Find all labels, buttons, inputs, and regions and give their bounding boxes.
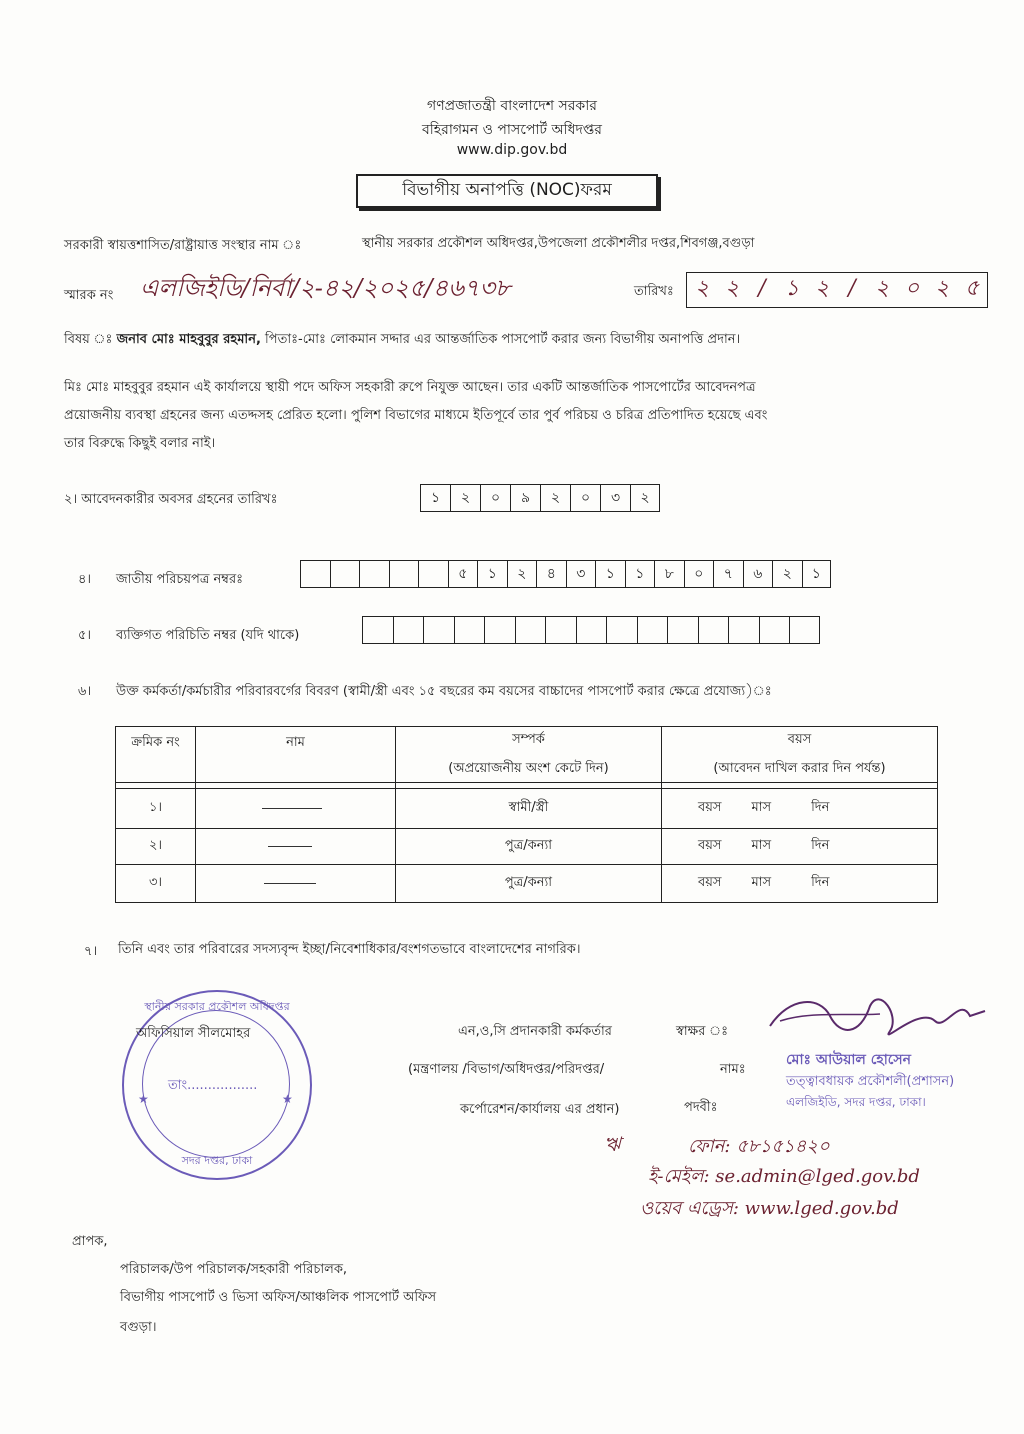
stamp-name: মোঃ আউয়াল হোসেন xyxy=(786,1052,912,1068)
row-relation: পুত্র/কন্যা xyxy=(396,865,662,903)
signature-label: স্বাক্ষর ঃ xyxy=(676,1024,729,1039)
recipient-label: প্রাপক, xyxy=(72,1234,108,1249)
seal-date-line: তাং................. xyxy=(168,1078,258,1093)
age-month: মাস xyxy=(751,875,772,890)
star-icon: ★ xyxy=(282,1092,293,1106)
row-serial: ২। xyxy=(116,829,196,865)
date-digit: ১ xyxy=(784,276,800,301)
age-day: দিন xyxy=(811,800,830,815)
digit-box xyxy=(637,616,668,644)
nid-number: ৪। xyxy=(78,572,92,587)
phone: ফোন: ৫৮১৫১৪২০ xyxy=(688,1136,830,1157)
age-year: বয়স xyxy=(698,875,722,890)
digit-box xyxy=(667,616,698,644)
subject-name: জনাব মোঃ মাহবুবুর রহমান, xyxy=(116,332,261,347)
retirement-label: ২। আবেদনকারীর অবসর গ্রহনের তারিখঃ xyxy=(64,492,278,507)
form-title: বিভাগীয় অনাপত্তি (NOC)ফরম xyxy=(356,174,658,208)
digit-box xyxy=(728,616,759,644)
recipient-line-3: বগুড়া। xyxy=(120,1320,157,1335)
row-serial: ১। xyxy=(116,789,196,829)
signature-image xyxy=(760,986,996,1056)
digit-box: ১ xyxy=(595,560,625,588)
digit-box xyxy=(389,560,419,588)
star-icon: ★ xyxy=(138,1092,149,1106)
digit-box: ২ xyxy=(540,484,570,512)
header-relation xyxy=(396,727,662,783)
table-row xyxy=(116,829,938,865)
digit-box: ৯ xyxy=(510,484,540,512)
email: ই-মেইল: se.admin@lged.gov.bd xyxy=(648,1166,920,1187)
digit-box: ১ xyxy=(625,560,655,588)
row-relation: পুত্র/কন্যা xyxy=(396,829,662,865)
digit-box: ০ xyxy=(684,560,714,588)
stamp-office: এলজিইডি, সদর দপ্তর, ঢাকা। xyxy=(786,1095,926,1109)
digit-box xyxy=(515,616,546,644)
seal-label: অফিসিয়াল সীলমোহর xyxy=(136,1026,251,1041)
date-digit: ২ xyxy=(724,276,740,301)
digit-box xyxy=(393,616,424,644)
stamp-designation: তত্ত্বাবধায়ক প্রকৌশলী(প্রশাসন) xyxy=(786,1074,955,1089)
digit-box xyxy=(418,560,448,588)
citizenship-text: তিনি এবং তার পরিবারের সদস্যবৃন্দ ইচ্ছা/নিবেশাধিকার/বংশগতভাবে বাংলাদেশের নাগরিক। xyxy=(118,942,581,957)
recipient-line-1: পরিচালক/উপ পরিচালক/সহকারী পরিচালক, xyxy=(120,1262,348,1277)
age-month: মাস xyxy=(751,800,772,815)
digit-box xyxy=(362,616,393,644)
digit-box: ৪ xyxy=(536,560,566,588)
header-relation-title: সম্পর্ক xyxy=(512,731,545,747)
body-line-3: তার বিরুদ্ধে কিছুই বলার নাই। xyxy=(64,436,216,451)
digit-box: ৫ xyxy=(448,560,478,588)
digit-box: ০ xyxy=(480,484,510,512)
issuer-line-1: এন,ও,সি প্রদানকারী কর্মকর্তার xyxy=(458,1024,612,1039)
row-age xyxy=(662,829,938,865)
digit-box: ৭ xyxy=(713,560,743,588)
digit-box: ১ xyxy=(420,484,450,512)
personal-id-number: ৫। xyxy=(78,628,92,643)
header-age-title: বয়স xyxy=(787,731,812,747)
digit-box: ১ xyxy=(802,560,832,588)
digit-box xyxy=(359,560,389,588)
date-digit: ২ xyxy=(694,276,710,301)
age-day: দিন xyxy=(811,875,830,890)
initials: ঋ xyxy=(604,1132,621,1156)
date-digit: ২ xyxy=(814,276,830,301)
digit-box xyxy=(423,616,454,644)
seal-ring-bottom: সদর দপ্তর, ঢাকা xyxy=(181,1154,253,1167)
digit-box xyxy=(606,616,637,644)
memo-label: স্মারক নং xyxy=(64,288,114,303)
date-digit: ২ xyxy=(934,276,950,301)
digit-box xyxy=(484,616,515,644)
designation-label: পদবীঃ xyxy=(684,1100,718,1115)
digit-box: ২ xyxy=(450,484,480,512)
digit-box: ২ xyxy=(507,560,537,588)
table-row xyxy=(116,789,938,829)
digit-box xyxy=(759,616,790,644)
subject-rest: পিতাঃ-মোঃ লোকমান সদ্দার এর আন্তর্জাতিক পাসপোর্ট করার জন্য বিভাগীয় অনাপত্তি প্রদান। xyxy=(265,332,741,347)
row-serial: ৩। xyxy=(116,865,196,903)
digit-box xyxy=(300,560,330,588)
age-year: বয়স xyxy=(698,838,722,853)
row-name xyxy=(196,829,396,865)
family-table xyxy=(115,726,938,903)
website: www.dip.gov.bd xyxy=(456,142,568,158)
retirement-date-boxes xyxy=(420,484,660,512)
header-serial: ক্রমিক নং xyxy=(116,727,196,783)
memo-date-box xyxy=(686,272,988,308)
family-table-header xyxy=(116,727,938,783)
date-digit: ০ xyxy=(904,276,920,301)
digit-box xyxy=(545,616,576,644)
digit-box xyxy=(454,616,485,644)
subject-label: বিষয় ঃ xyxy=(64,332,113,347)
table-row xyxy=(116,865,938,903)
org-value: স্থানীয় সরকার প্রকৌশল অধিদপ্তর,উপজেলা প্রকৌশলীর দপ্তর,শিবগঞ্জ,বগুড়া xyxy=(362,236,755,251)
nid-boxes xyxy=(300,560,831,588)
age-month: মাস xyxy=(751,838,772,853)
digit-box: ৬ xyxy=(743,560,773,588)
issuer-line-2: (মন্ত্রণালয় /বিভাগ/অধিদপ্তর/পরিদপ্তর/ xyxy=(408,1062,605,1077)
recipient-line-2: বিভাগীয় পাসপোর্ট ও ভিসা অফিস/আঞ্চলিক পাসপোর্ট অফিস xyxy=(120,1290,437,1305)
nid-label: জাতীয় পরিচয়পত্র নম্বরঃ xyxy=(116,572,244,587)
family-number: ৬। xyxy=(78,684,92,699)
digit-box: ০ xyxy=(570,484,600,512)
personal-id-label: ব্যক্তিগত পরিচিতি নম্বর (যদি থাকে) xyxy=(116,628,300,643)
seal-ring-top: স্থানীয় সরকার প্রকৌশল অধিদপ্তর xyxy=(144,1000,290,1013)
date-digit: ৫ xyxy=(964,276,980,301)
dept-title: বহিরাগমন ও পাসপোর্ট অধিদপ্তর xyxy=(421,122,603,138)
row-age xyxy=(662,865,938,903)
date-digit: ২ xyxy=(874,276,890,301)
digit-box xyxy=(698,616,729,644)
digit-box: ২ xyxy=(772,560,802,588)
date-digit: / xyxy=(848,276,856,301)
digit-box xyxy=(330,560,360,588)
age-day: দিন xyxy=(811,838,830,853)
web-address: ওয়েব এড্রেস: www.lged.gov.bd xyxy=(640,1198,899,1219)
digit-box: ৮ xyxy=(654,560,684,588)
header-age-sub: (আবেদন দাখিল করার দিন পর্যন্ত) xyxy=(713,760,886,776)
digit-box: ১ xyxy=(477,560,507,588)
body-line-1: মিঃ মোঃ মাহবুবুর রহমান এই কার্যালয়ে স্থায়ী পদে অফিস সহকারী রুপে নিযুক্ত আছেন। তার একটি আন্তর্জাতিক পাসপোর্টের আবেদনপত্র xyxy=(64,380,756,395)
personal-id-boxes xyxy=(362,616,820,644)
header-age xyxy=(662,727,938,783)
digit-box: ২ xyxy=(630,484,660,512)
digit-box: ৩ xyxy=(566,560,596,588)
name-label: নামঃ xyxy=(720,1062,746,1077)
row-age xyxy=(662,789,938,829)
header-name: নাম xyxy=(196,727,396,783)
digit-box: ৩ xyxy=(600,484,630,512)
row-relation: স্বামী/স্ত্রী xyxy=(396,789,662,829)
body-line-2: প্রয়োজনীয় ব্যবস্থা গ্রহনের জন্য এতদ্দসহ প্রেরিত হলো। পুলিশ বিভাগের মাধ্যমে ইতিপূর্বে তার পুর্ব পরিচয় ও চরিত্র প্রতিপাদিত হয়েছে এবং xyxy=(64,408,768,423)
date-digit: / xyxy=(758,276,766,301)
row-name xyxy=(196,865,396,903)
digit-box xyxy=(576,616,607,644)
org-label: সরকারী স্বায়ত্তশাসিত/রাষ্ট্রায়াত্ত সংস্থার নাম ঃ xyxy=(64,238,302,253)
family-label: উক্ত কর্মকর্তা/কর্মচারীর পরিবারবর্গের বিবরণ (স্বামী/স্ত্রী এবং ১৫ বছরের কম বয়সের বাচ্চাদের পাসপোর্ট করার ক্ষেত্রে প্রযোজ্য)ঃ xyxy=(116,684,772,699)
row-name xyxy=(196,789,396,829)
issuer-line-3: কর্পোরেশন/কার্যালয় এর প্রধান) xyxy=(460,1102,620,1117)
header-relation-sub: (অপ্রয়োজনীয় অংশ কেটে দিন) xyxy=(448,760,609,776)
age-year: বয়স xyxy=(698,800,722,815)
memo-number: এলজিইডি/নির্বা/২-৪২/২০২৫/৪৬৭৩৮ xyxy=(140,274,511,302)
memo-date-label: তারিখঃ xyxy=(634,284,674,299)
citizenship-number: ৭। xyxy=(84,944,98,959)
gov-title: গণপ্রজাতন্ত্রী বাংলাদেশ সরকার xyxy=(427,98,597,114)
subject-line xyxy=(64,330,740,351)
digit-box xyxy=(789,616,820,644)
